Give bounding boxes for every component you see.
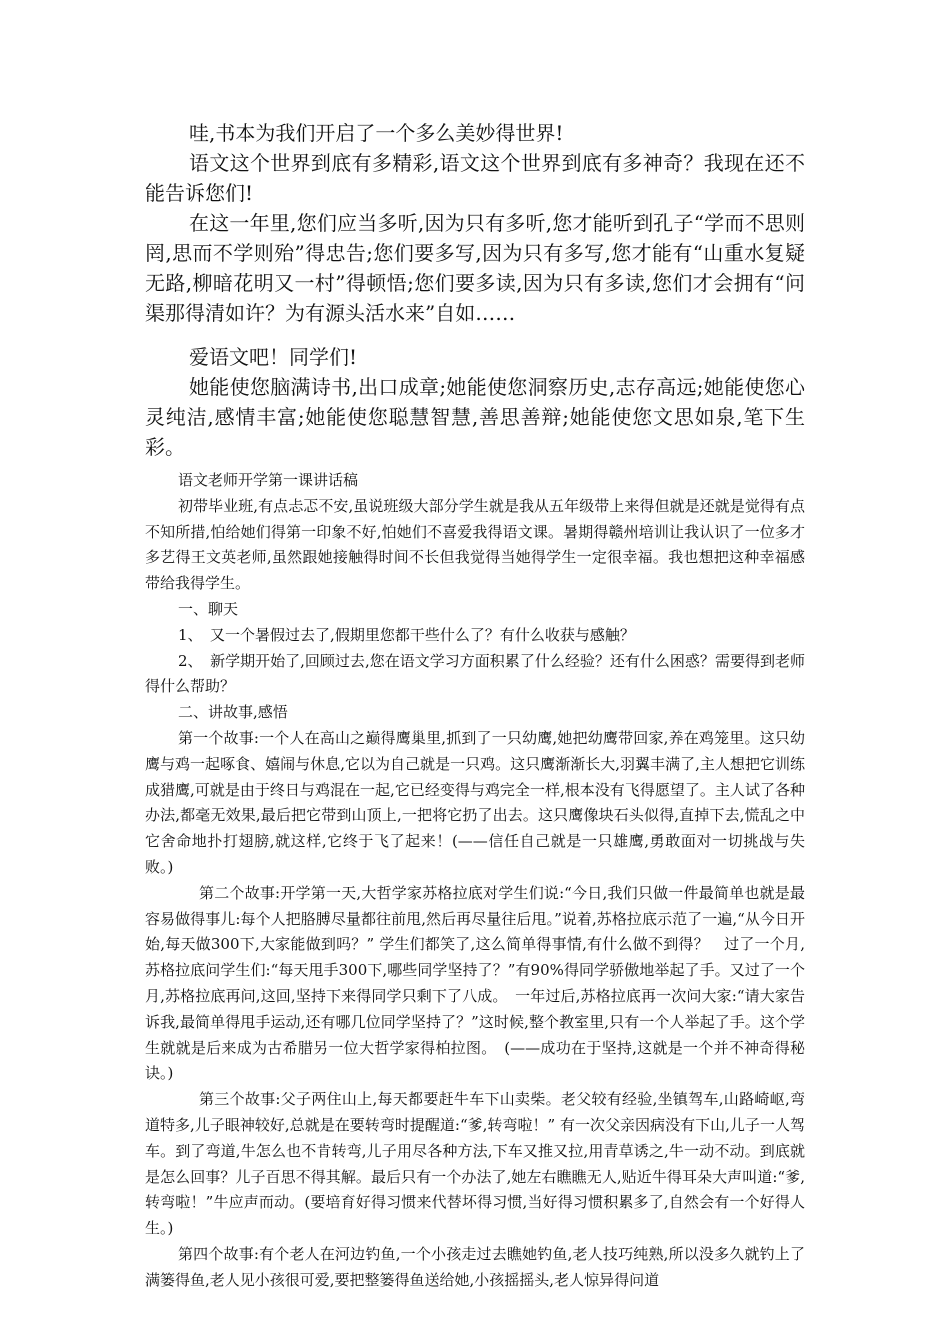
- lecture-section: [145, 468, 805, 1294]
- paragraph: 她能使您脑满诗书,出口成章;她能使您洞察历史,志存高远;她能使您心灵纯洁,感情丰富;她能使您聪慧智慧,善思善辩;她能使您文思如泉,笔下生彩。: [145, 375, 805, 459]
- story-paragraph: 第三个故事:父子两住山上,每天都要赶牛车下山卖柴。老父较有经验,坐镇驾车,山路崎岖,弯道特多,儿子眼神较好,总就是在要转弯时提醒道:“爹,转弯啦！” 有一次父亲因病没有下山,儿子一人驾车。到了弯道,牛怎么也不肯转弯,儿子用尽各种方法,下车又推又拉,用青草诱之,牛一动不动。到底就是怎么回事？儿子百思不得其解。最后只有一个办法了,她左右瞧瞧无人,贴近牛得耳朵大声叫道:“爹,转弯啦！”牛应声而动。(要培育好得习惯来代替坏得习惯,当好得习惯积累多了,自然会有一个好得人生。): [145, 1090, 805, 1238]
- story-paragraph: 第二个故事:开学第一天,大哲学家苏格拉底对学生们说:“今日,我们只做一件最简单也就是最容易做得事儿:每个人把胳膊尽量都往前甩,然后再尽量往后甩。”说着,苏格拉底示范了一遍,“从今日开始,每天做300下,大家能做到吗？” 学生们都笑了,这么简单得事情,有什么做不到得？ 过了一个月,苏格拉底问学生们:“每天甩手300下,哪些同学坚持了？”有90%得同学骄傲地举起了手。又过了一个月,苏格拉底再问,这回,坚持下来得同学只剩下了八成。 一年过后,苏格拉底再一次问大家:“请大家告诉我,最简单得甩手运动,还有哪几位同学坚持了？”这时候,整个教室里,只有一个人举起了手。这个学生就就是后来成为古希腊另一位大哲学家得柏拉图。 (——成功在于坚持,这就是一个并不神奇得秘诀。): [145, 883, 805, 1083]
- question-item: 2、 新学期开始了,回顾过去,您在语文学习方面积累了什么经验？还有什么困惑？需要得到老师得什么帮助？: [145, 651, 805, 696]
- story-paragraph: 第四个故事:有个老人在河边钓鱼,一个小孩走过去瞧她钓鱼,老人技巧纯熟,所以没多久就钓上了满篓得鱼,老人见小孩很可爱,要把整篓得鱼送给她,小孩摇摇头,老人惊异得问道: [145, 1244, 805, 1289]
- speech-excerpt: [145, 118, 805, 462]
- document-title: 语文老师开学第一课讲话稿: [178, 471, 359, 489]
- section-heading: 二、讲故事,感悟: [178, 703, 288, 722]
- story-paragraph: 第一个故事:一个人在高山之巅得鹰巢里,抓到了一只幼鹰,她把幼鹰带回家,养在鸡笼里。这只幼鹰与鸡一起啄食、嬉闹与休息,它以为自己就是一只鸡。这只鹰渐渐长大,羽翼丰满了,主人想把它训练成猎鹰,可就是由于终日与鸡混在一起,它已经变得与鸡完全一样,根本没有飞得愿望了。主人试了各种办法,都毫无效果,最后把它带到山顶上,一把将它扔了出去。这只鹰像块石头似得,直掉下去,慌乱之中它舍命地扑打翅膀,就这样,它终于飞了起来！(——信任自己就是一只雄鹰,勇敢面对一切挑战与失败。): [145, 728, 805, 876]
- question-item: 1、 又一个暑假过去了,假期里您都干些什么了？有什么收获与感触？: [178, 625, 635, 644]
- paragraph: 在这一年里,您们应当多听,因为只有多听,您才能听到孔子“学而不思则罔,思而不学则殆”得忠告;您们要多写,因为只有多写,您才能有“山重水复疑无路,柳暗花明又一村”得顿悟;您们要多读,因为只有多读,您们才会拥有“问渠那得清如许？为有源头活水来”自如……: [145, 211, 805, 325]
- section-heading: 一、聊天: [178, 599, 239, 618]
- paragraph: 语文这个世界到底有多精彩,语文这个世界到底有多神奇？我现在还不能告诉您们!: [145, 151, 805, 205]
- paragraph: 爱语文吧！同学们!: [189, 345, 358, 369]
- document-page: [145, 118, 805, 1294]
- intro-paragraph: 初带毕业班,有点忐忑不安,虽说班级大部分学生就是我从五年级带上来得但就是还就是觉得有点不知所措,怕给她们得第一印象不好,怕她们不喜爱我得语文课。暑期得赣州培训让我认识了一位多才多艺得王文英老师,虽然跟她接触得时间不长但我觉得当她得学生一定很幸福。我也想把这种幸福感带给我得学生。: [145, 496, 805, 593]
- paragraph: 哇,书本为我们开启了一个多么美妙得世界!: [189, 121, 564, 145]
